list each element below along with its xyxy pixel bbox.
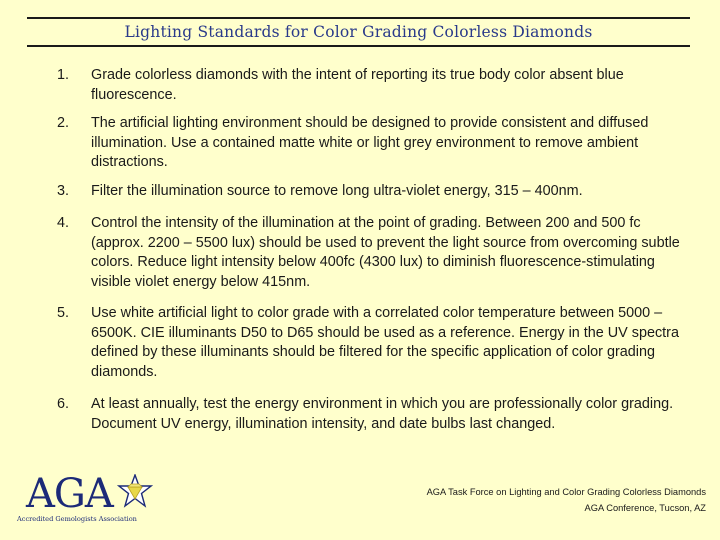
item-text: The artificial lighting environment should be designed to provide consistent and diffused illumination. Use a contained matte white or light grey environment to remove ambient distractions. — [91, 115, 649, 170]
logo-letters: AGA — [26, 471, 113, 517]
diamond-star-icon — [117, 474, 153, 510]
item-text: At least annually, test the energy environment in which you are professionally color grading. Document UV energy, illumination intensity, and date bulbs last changed. — [91, 396, 674, 432]
item-number: 5. — [57, 305, 70, 321]
title-bar — [27, 17, 690, 47]
footer — [427, 484, 706, 516]
page-title: Lighting Standards for Color Grading Colorless Diamonds — [124, 23, 593, 41]
item-text: Filter the illumination source to remove long ultra-violet energy, 315 – 400nm. — [91, 183, 583, 199]
item-number: 2. — [57, 115, 70, 131]
footer-line-1: AGA Task Force on Lighting and Color Grading Colorless Diamonds — [426, 487, 706, 497]
item-text: Use white artificial light to color grade with a correlated color temperature between 5000 – 6500K. CIE illuminants D50 to D65 should be used as a reference. Energy in the UV spectra defined by these illuminants should be filtered for the specific application of color grading diamonds. — [91, 305, 679, 380]
item-number: 4. — [57, 215, 70, 231]
footer-line-2: AGA Conference, Tucson, AZ — [584, 503, 706, 513]
item-number: 1. — [57, 67, 70, 83]
item-text: Grade colorless diamonds with the intent of reporting its true body color absent blue fluorescence. — [91, 67, 624, 103]
item-number: 3. — [57, 183, 70, 199]
aga-logo — [17, 470, 152, 528]
item-number: 6. — [57, 396, 70, 412]
logo-subtitle: Accredited Gemologists Association — [17, 515, 137, 523]
item-text: Control the intensity of the illumination at the point of grading. Between 200 and 500 fc (approx. 2200 – 5500 lux) should be used to prevent the light source from overcoming subtle colors. Reduce light intensity below 400fc (4300 lux) to diminish fluorescence-stimulating visible violet energy below 415nm. — [91, 215, 680, 290]
